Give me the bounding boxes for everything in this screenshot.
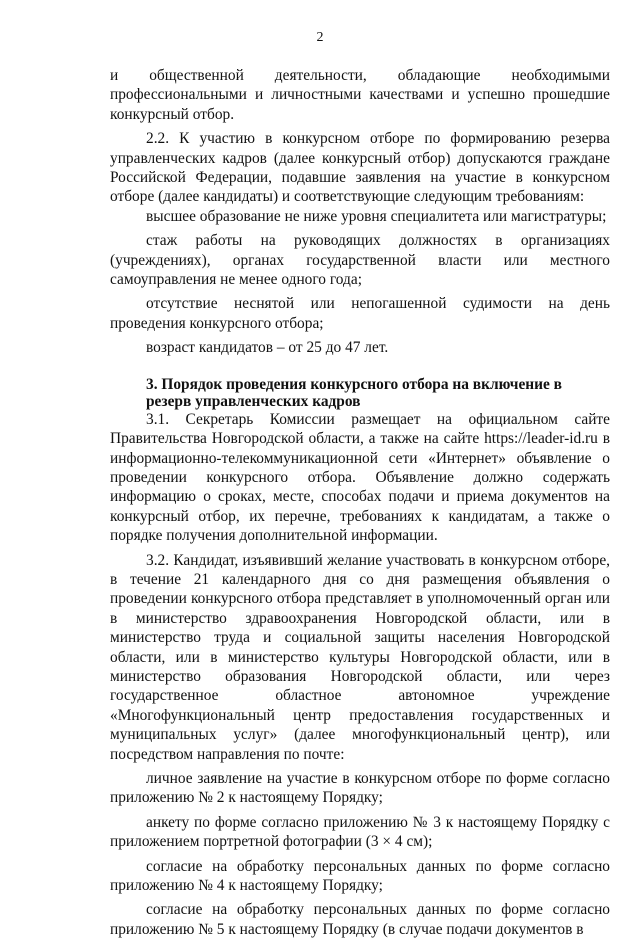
section-3-heading: 3. Порядок проведения конкурсного отбора на включение в резерв управленческих кадров [146, 375, 562, 410]
requirement-no-criminal-record: отсутствие неснятой или непогашенной судимости на день проведения конкурсного отбора; [110, 295, 610, 332]
requirement-experience: стаж работы на руководящих должностях в организациях (учреждениях), органах государственной власти или местного самоуправления не менее одного года; [110, 232, 610, 289]
paragraph-3-1: 3.1. Секретарь Комиссии размещает на официальном сайте Правительства Новгородской области, а также на сайте https://leader-id.ru в информационно-телекоммуникационной сети «Интернет» объявление о проведении конкурсного отбора. Объявление должно содержать информацию о сроках, месте, способах подачи и приема документов на конкурсный отбор, их перечне, требованиях к кандидатам, а также о порядке получения дополнительной информации. [110, 410, 610, 545]
requirement-education: высшее образование не ниже уровня специалитета или магистратуры; [146, 207, 607, 225]
paragraph-3-2: 3.2. Кандидат, изъявивший желание участвовать в конкурсном отборе, в течение 21 календарного дня со дня размещения объявления о проведении конкурсного отбора представляет в уполномоченный орган или в министерство здравоохранения Новгородской области, или в министерство труда и социальной защиты населения Новгородской области, или в министерство культуры Новгородской области, или в министерство образования Новгородской области, или через государственное областное автономное учреждение «Многофункциональный центр предоставления государственных и муниципальных услуг» (далее многофункциональный центр), или посредством направления по почте: [110, 551, 610, 763]
paragraph-2-2: 2.2. К участию в конкурсном отборе по формированию резерва управленческих кадров (далее конкурсный отбор) допускаются граждане Российской Федерации, подавшие заявления на участие в конкурсном отборе (далее кандидаты) и соответствующие следующим требованиям: [110, 130, 610, 206]
document-item-consent-5: согласие на обработку персональных данных по форме согласно приложению № 5 к настоящему Порядку (в случае подачи документов в [110, 901, 610, 938]
requirement-age: возраст кандидатов – от 25 до 47 лет. [146, 339, 389, 357]
page-number: 2 [316, 30, 324, 45]
document-body [110, 66, 610, 939]
document-item-questionnaire: анкету по форме согласно приложению № 3 к настоящему Порядку с приложением портретной фотографии (3 × 4 см); [110, 813, 610, 851]
document-item-consent-4: согласие на обработку персональных данных по форме согласно приложению № 4 к настоящему Порядку; [110, 857, 610, 895]
paragraph-continuation: и общественной деятельности, обладающие необходимыми профессиональными и личностными качествами и успешно прошедшие конкурсный отбор. [110, 67, 610, 123]
document-item-application: личное заявление на участие в конкурсном отборе по форме согласно приложению № 2 к настоящему Порядку; [110, 770, 610, 807]
